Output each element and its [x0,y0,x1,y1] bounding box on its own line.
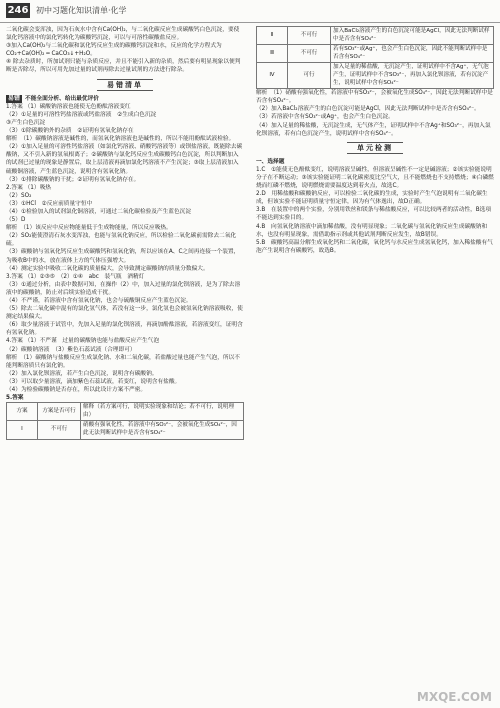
right-column [256,26,494,702]
table-cell: 不可行 [288,45,331,63]
answer-line: （4）①检验加入的试剂氯化铜溶液，可通过二氧化碳检验及产生蓝色沉淀 [6,208,192,215]
answer-line: （2）①加入足量的可溶性钙盐溶液（如氯化钙溶液、硝酸钙溶液等）或钡盐溶液，既能除去碳酸钠，又不引入新的氢氧根离子；②碳酸钠与氯化钙反应生成碳酸钙白色沉淀，所以判断加入的试剂已过量的现象是静置后，取上层清液再滴加氯化钙溶液不产生沉淀；③取上层清液加入硫酸铜溶液，产生蓝色沉淀，说明含有氢氧化钠。 [6,144,243,175]
table-row [257,27,494,45]
answer-line: 5.B 碳酸钙高温分解生成氧化钙和二氧化碳，氧化钙与水反应生成氢氧化钙，加入稀盐酸有气泡产生说明含有碳酸钙，故选B。 [256,239,493,254]
answer-line: （3）①HCl ②反应前质量守恒中 [6,200,93,207]
answer-line: （3）①除碳酸钠外的杂质 ②证明有氢氧化钠存在 [6,128,134,135]
watermark: MXQE.COM [416,690,492,704]
part-heading: 一、选择题 [256,158,285,165]
page-header [0,0,500,23]
answer-line: 3.答案 （1）②③⑤ （2）①④ abc 装气瓶 酒精灯 [6,273,145,280]
answer-line: 2.D 用稀盐酸和碳酸钠反应，可以检验二氧化碳的生成，实验时产生气泡说明有二氧化碳生成，但该实验不能证明质量守恒定律，因为有气体逸出，故D正确。 [256,191,488,206]
answer-5-title: 5.答案 [6,395,24,402]
answer-line: （4）不严谨，若溶液中含有氢氧化钠，也会与硫酸铜反应产生蓝色沉淀。 [6,298,192,304]
table-cell: Ⅳ [257,63,288,89]
table-cell: 加入足量的稀盐酸，无沉淀产生，证明试样中不含Ag⁺，无气泡产生，证明试样中不含SO₃²⁻，再加入氯化钡溶液，若有沉淀产生，说明试样中含有SO₄²⁻ [331,63,494,89]
table-cell: Ⅲ [257,45,288,63]
answer-line: （2）碳酸钠溶液 （3）紫色石蕊试液（合理即可） [6,346,136,353]
answer-table-continued [256,26,494,89]
table-row [257,63,494,89]
answer-line: 解析 （1）碳酸钠与盐酸反应生成氯化钠、水和二氧化碳，若盐酸过量也能产生气泡，所以不能判断溶质只有氯化钠。 [6,354,240,369]
analysis-line: （2）加入BaCl₂溶液产生的白色沉淀可能是AgCl，因此无法判断试样中是否含有SO₄²⁻。 [256,106,480,113]
question-type-heading: 易错 不能全面分析、给出最优评价 [8,94,99,102]
answer-line: 1.C ①能使无色酚酞变红，说明溶液呈碱性，但溶液呈碱性不一定是碱溶液；②该实验能说明分子在不断运动；③该实验能证明二氧化碳密度比空气大，且不能燃烧也不支持燃烧；④白磷燃烧而红磷不燃烧，说明燃烧需要温度达到着火点，故选C。 [256,166,494,190]
answer-line: 3.B 在装置中的两个实验，分别用铁丝和镁条与稀盐酸反应，可以比较两者的活动性，B选项不能达到实验目的。 [256,207,492,222]
header-title: 初中习题化知识清单·化学 [36,6,127,15]
answer-line: （2）①足量的可溶性钙盐溶液或钙盐溶液 ②生成白色沉淀 [6,111,157,118]
left-column [6,26,244,702]
answer-line: （4）测定实验中吸收二氧化碳的质量偏大，会导致测定碳酸钠的质量分数偏大。 [6,265,209,272]
table-cell: 若有SO₃²⁻或Ag⁺，也会产生白色沉淀，因此不能判断试样中是否含有SO₄²⁻ [331,45,494,63]
answer-line: 1.答案 （1）碳酸钠溶液也能使无色酚酞溶液变红 [6,103,131,110]
table-cell: 不可行 [38,421,81,439]
analysis-line: （3）若溶液中含有SO₃²⁻或Ag⁺，也会产生白色沉淀。 [256,114,394,121]
answer-line: （5）D [6,217,26,224]
answer-line: （3）可以取少量溶液，滴加紫色石蕊试液，若变红，说明含有盐酸。 [6,378,181,385]
table-cell: Ⅰ [7,421,38,439]
answer-line: （3）①通过分析，由表中数据可知，在操作（2）中，加入过量的氯化钡溶液，是为了除去溶液中的碳酸钠，防止对后续实验造成干扰。 [6,281,241,296]
answer-line: 2.答案 （1）吸热 [6,184,51,191]
table-header-cell: 方案 [7,403,38,421]
section-heading: 易错清单 [6,79,244,91]
analysis-line: 解析 （1）硝酸有强氧化性，若溶液中有SO₃²⁻，会被氧化生成SO₄²⁻，因此无法判断试样中是否含有SO₄²⁻。 [256,90,493,105]
section-heading: 单元检测 [256,142,494,154]
answer-line: 4.B 向氢氧化钠溶液中滴加稀盐酸，没有明显现象；二氧化碳与氢氧化钠反应生成碳酸钠和水，也没有明显现象，需借助指示剂或其他试剂判断反应发生，故B错误。 [256,223,488,238]
page-number: 246 [7,5,29,16]
table-header-cell: 解释（若方案可行，说明实验现象和结论；若不可行，说明理由） [81,403,244,421]
analysis-line: （4）加入足量的稀盐酸，无沉淀生成，无气体产生，证明试样中不含Ag⁺和SO₃²⁻，再加入氯化钡溶液，若有白色沉淀产生，说明试样中含有SO₄²⁻。 [256,122,491,137]
answer-line: （4）为检验碳酸钠是否存在，所以此设计方案不严密。 [6,387,147,394]
table-row [7,421,244,439]
answer-line: （3）①排除碳酸钠的干扰；②证明有氢氧化钠存在。 [6,176,140,183]
intro-paragraph: ③加入Ca(OH)₂与二氧化碳和氯化钙反应生成的碳酸钙沉淀和水，反应的化学方程式为CO₂+Ca(OH)₂ ═ CaCO₃↓+H₂O。 [6,43,222,58]
answer-table [6,402,244,439]
answer-line: 4.答案 （1）不严谨 过量的碳酸钠也能与盐酸反应产生气泡 [6,338,160,345]
answer-line: （2）加入氯化钡溶液，若产生白色沉淀，说明含有碳酸钠。 [6,370,158,377]
table-cell: 不可行 [288,27,331,45]
answer-line: （5）除去二氧化碳中混有的氯化氢气体，若没有这一步，氯化氢也会被氢氧化钠溶液吸收，使测定结果偏大。 [6,306,243,321]
intro-paragraph: ④ 除去杂质时，所加试剂只能与杂质反应，并且不能引入新的杂质，然后要有明显现象以便判断是否除尽，所以可用先加过量的试剂再除去过量试剂的方法进行除杂。 [6,59,241,74]
answer-line: ③产生白色沉淀 [6,119,46,126]
answer-line: （2）SO₂ [6,192,32,199]
table-cell: 可行 [288,63,331,89]
question-tag: 易错 [8,94,21,102]
table-cell: Ⅱ [257,27,288,45]
answer-line: （2）SO₂能使澄清石灰水变浑浊，也能与氢氧化钠反应，所以检验二氧化碳前需除去二氧化硫。 [6,233,237,248]
table-cell: 加入BaCl₂溶液产生的白色沉淀可能是AgCl，因此无法判断试样中是否含有SO₄²⁻ [331,27,494,45]
answer-line: 解析 （1）该反应中反应物能量低于生成物能量，所以反应吸热。 [6,225,172,232]
intro-paragraph: 二氧化碳会变浑浊，因为石灰水中含有Ca(OH)₂，与二氧化碳反应生成碳酸钙白色沉淀，要使氯化钙溶液中的氯化钙转化为碳酸钙沉淀，可以与可溶性碳酸盐反应。 [6,27,240,42]
answer-line: （3）碳酸钠与氢氧化钙反应生成碳酸钙和氢氧化钠，所以应该在A、C之间再连接一个装置，为吸收B中的水，放在液体上方的气体压强增大。 [6,249,240,264]
table-cell: 硝酸有强氧化性，若溶液中有SO₃²⁻，会被氧化生成SO₄²⁻，因此无法判断试样中是否含有SO₄²⁻ [81,421,244,439]
answer-line: （6）取少量溶液于试管中，先加入足量的氯化钡溶液，再滴加酚酞溶液，若溶液变红，证明含有氢氧化钠。 [6,322,243,337]
answer-line: 解析 （1）碳酸钠溶液是碱性的，而氢氧化钠溶液也是碱性的，所以不能用酚酞试液检验。 [6,136,235,143]
table-header-row [7,403,244,421]
table-row [257,45,494,63]
table-header-cell: 方案是否可行 [38,403,81,421]
